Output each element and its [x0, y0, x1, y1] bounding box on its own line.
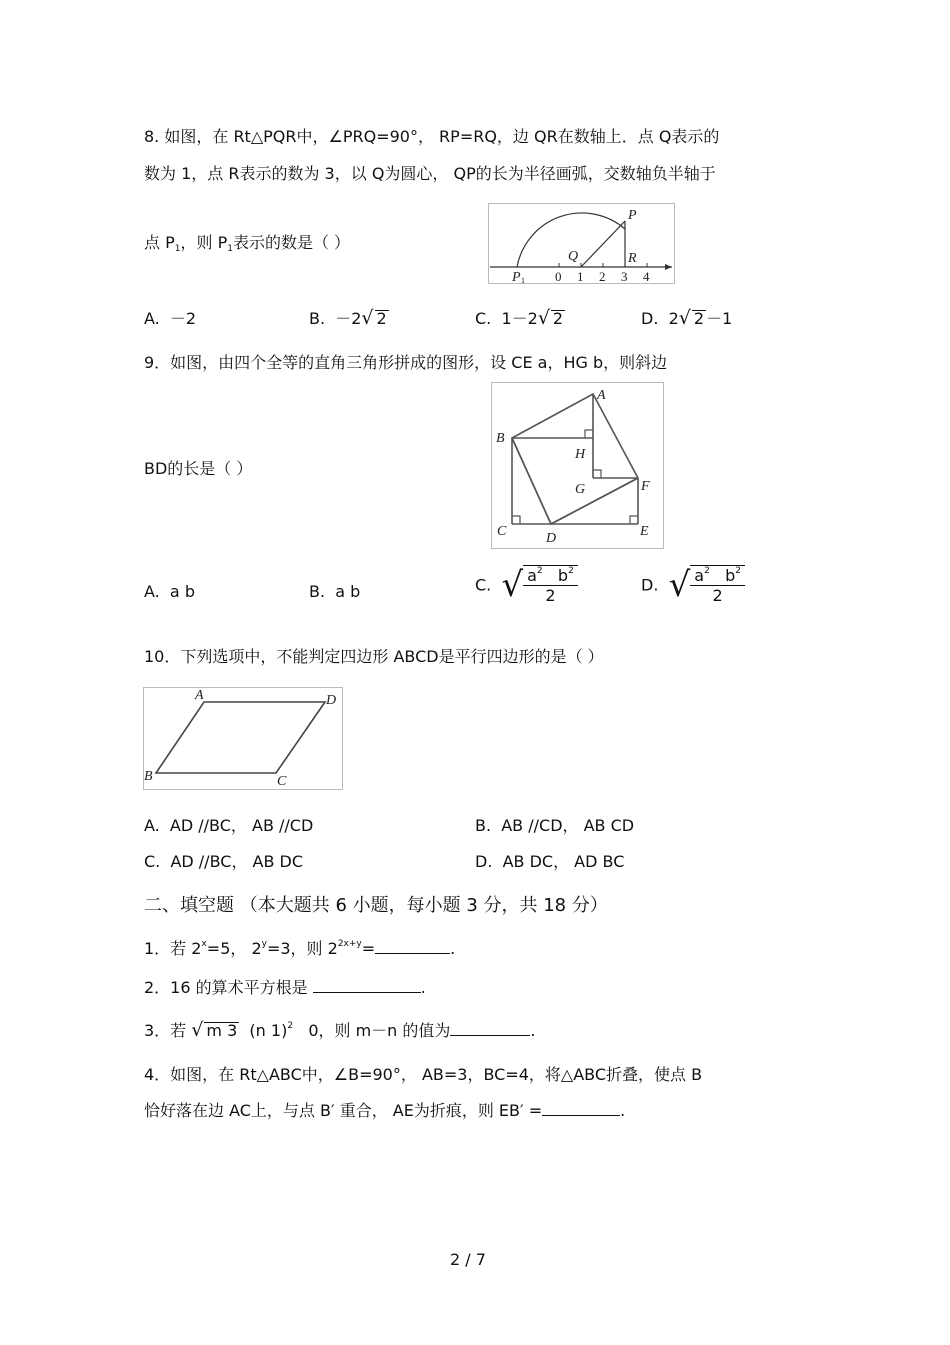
q9-line-2: BD的长是（ ）	[144, 459, 253, 478]
option-text: －2	[169, 309, 197, 328]
axis-arrow	[665, 264, 672, 270]
fill-q4-line-2	[144, 1098, 625, 1121]
q9-option-c: C. √ $\frac{a^2 b^2}{2}$	[475, 565, 578, 605]
q9-option-b	[309, 582, 360, 601]
option-text: 1－2	[501, 309, 538, 328]
option-label: D.	[475, 852, 493, 871]
label-b: B	[496, 431, 505, 446]
q8-line-3	[144, 230, 350, 254]
option-label: B.	[309, 309, 326, 328]
q8-text: ，则 P	[180, 233, 228, 252]
parallelogram	[156, 702, 325, 773]
exponent: 2	[735, 566, 741, 576]
text: =3，则 2	[266, 939, 338, 958]
option-label: A.	[144, 582, 160, 601]
option-text: AB DC， AD BC	[502, 852, 625, 871]
option-text: AB //CD， AB CD	[501, 816, 635, 835]
text: 0，则 m－n 的值为	[308, 1021, 451, 1040]
page-number: 2 / 7	[450, 1250, 486, 1269]
label-h: H	[575, 447, 586, 462]
q10-line-1: 10．下列选项中，不能判定四边形 ABCD是平行四边形的是（ ）	[144, 647, 604, 666]
exponent: x	[201, 939, 207, 949]
text: .	[620, 1101, 626, 1120]
option-label: C.	[475, 575, 492, 595]
q8-sub: 1	[227, 244, 233, 254]
option-text: －2	[335, 309, 362, 328]
q8-line-1: 8. 如图，在 Rt△PQR中，∠PRQ=90°， RP=RQ，边 QR在数轴上．点 Q表示的	[144, 127, 720, 146]
label-c: C	[277, 774, 287, 789]
text: =	[361, 939, 376, 958]
option-text: AD //BC， AB DC	[170, 852, 304, 871]
option-label: C.	[475, 309, 492, 328]
fill-q1	[144, 936, 455, 959]
option-label: B.	[309, 582, 326, 601]
text: 恰好落在边 AC上，与点 B′ 重合， AE为折痕，则 EB′ =	[144, 1101, 543, 1120]
exponent: y	[261, 939, 267, 949]
tick-label: 2	[599, 269, 606, 284]
q8-option-a	[144, 306, 196, 329]
tick-label: 1	[577, 269, 584, 284]
q10-parallelogram-figure	[143, 687, 343, 790]
tick-label: 3	[621, 269, 628, 284]
q8-line-2: 数为 1，点 R表示的数为 3，以 Q为圆心， QP的长为半径画弧，交数轴负半轴于	[144, 164, 716, 183]
label-c: C	[497, 524, 507, 539]
fill-q4-line-1: 4．如图，在 Rt△ABC中，∠B=90°， AB=3，BC=4，将△ABC折叠，使点 B	[144, 1065, 703, 1084]
q9-option-d: D. √ $\frac{a^2 b^2}{2}$	[641, 565, 745, 605]
exponent: 2x+y	[337, 939, 362, 949]
q10-option-d	[475, 849, 624, 872]
q8-option-b: B. －2√ 2	[309, 307, 387, 329]
text: =5， 2	[206, 939, 262, 958]
option-text: a b	[169, 582, 195, 601]
q8-sub: 1	[174, 244, 181, 254]
q8-option-c: C. 1－2√ 2	[475, 307, 564, 329]
answer-blank[interactable]	[313, 992, 421, 993]
text: .	[420, 978, 426, 997]
label-q: Q	[568, 249, 579, 264]
q9-line-1: 9．如图，由四个全等的直角三角形拼成的图形，设 CE a，HG b，则斜边	[144, 353, 668, 372]
label-a: A	[195, 688, 204, 703]
radicand: 2	[693, 309, 705, 328]
q10-option-b	[475, 813, 634, 836]
q8-text: 表示的数是（ ）	[232, 233, 351, 252]
option-text: AD //BC， AB //CD	[169, 816, 314, 835]
label-d: D	[326, 693, 337, 708]
option-label: A.	[144, 816, 160, 835]
q8-option-d: D. 2√ 2 －1	[641, 307, 733, 329]
text: (n 1)	[249, 1021, 288, 1040]
label-b: B	[144, 769, 153, 784]
answer-blank[interactable]	[542, 1115, 620, 1116]
option-text: －1	[706, 309, 733, 328]
text: 1．若 2	[144, 939, 202, 958]
text: 2．16 的算术平方根是	[144, 978, 308, 997]
radicand: 2	[376, 309, 387, 328]
text: 3．若	[144, 1021, 187, 1040]
option-text: 2	[668, 309, 679, 328]
segment-qp	[581, 221, 625, 267]
exponent: 2	[704, 566, 710, 576]
label-r: R	[628, 251, 637, 266]
q9-triangles-figure	[491, 382, 664, 549]
option-label: A.	[144, 309, 160, 328]
denominator: 2	[545, 586, 556, 605]
tick-label: 0	[555, 269, 562, 284]
q10-option-a	[144, 813, 313, 836]
label-p: P	[628, 208, 637, 223]
option-text: a b	[335, 582, 361, 601]
label-p1-sub: 1	[521, 276, 525, 284]
q9-option-a	[144, 582, 195, 601]
text: .	[530, 1021, 536, 1040]
label-g: G	[575, 482, 586, 497]
tick-label: 4	[643, 269, 650, 284]
answer-blank[interactable]	[450, 1035, 530, 1036]
exponent: 2	[568, 566, 574, 576]
option-label: D.	[641, 309, 659, 328]
label-f: F	[641, 479, 650, 494]
exponent: 2	[287, 1021, 294, 1031]
q8-number-line-figure	[488, 203, 675, 284]
option-label: C.	[144, 852, 161, 871]
fill-q3: 3．若 √ m 3 (n 1)$^2$ 0，则 m－n 的值为 .	[144, 1019, 536, 1041]
label-a: A	[597, 388, 606, 403]
option-label: B.	[475, 816, 492, 835]
exponent: 2	[536, 566, 543, 576]
label-e: E	[640, 524, 649, 539]
option-label: D.	[641, 575, 659, 595]
label-p1: P	[512, 270, 521, 284]
label-d: D	[546, 531, 557, 546]
fill-q2	[144, 975, 426, 998]
section-title: 二、填空题 （本大题共 6 小题，每小题 3 分，共 18 分）	[144, 895, 608, 916]
radicand: 2	[552, 309, 564, 328]
q8-text: 点 P	[144, 233, 175, 252]
q10-option-c	[144, 849, 303, 872]
denominator: 2	[712, 586, 723, 605]
text: .	[450, 939, 456, 958]
radicand: m 3	[206, 1021, 238, 1040]
answer-blank[interactable]	[375, 953, 450, 954]
